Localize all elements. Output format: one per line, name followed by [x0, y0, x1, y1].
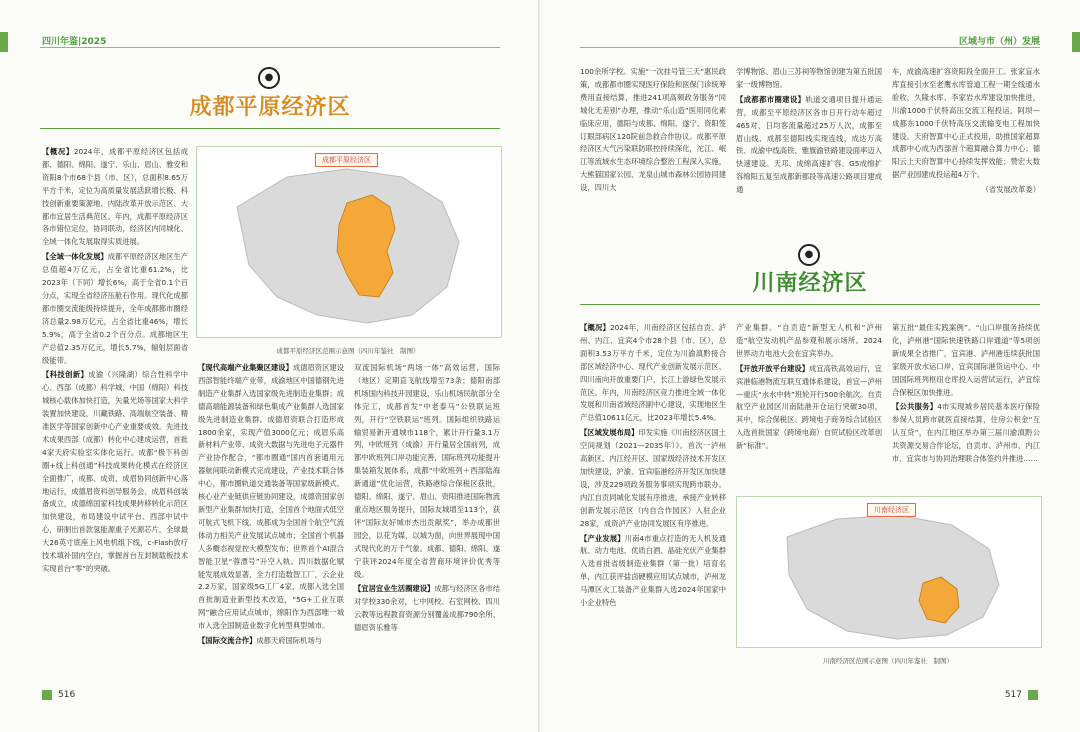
map-tag: 成都平原经济区 — [315, 153, 378, 167]
map-figure — [196, 146, 502, 338]
page-edge-tab — [1072, 32, 1080, 52]
text-column-2 — [736, 322, 882, 490]
map-tag: 川南经济区 — [867, 503, 916, 517]
text-column-top-1 — [580, 66, 726, 236]
text-column-top-3 — [892, 66, 1040, 246]
paragraph: 【科技创新】成渝（兴隆湖）综合性科学中心、西部（成都）科学城、中国（绵阳）科技城核心载体加快打造，矢量光场等国家大科学装置加快建设，川藏铁路、高端航空装备、精准医学等国家创新中心产业重要成效。先进技术成果西部（成都）转化中心建成运营，首批4家天府实验室实体化运行。成都“极下科创圈+线上科创通”科技成果转化模式在经济区全面推广，成都、成资、成眉协同创新中心落地运行，成德眉资科创导服务会、成眉科创装备成立，成德绵国家科技成果转移转化示范区加快建设，布局建设中试平台、西部中试中心，研制出首款氢能源重子光源芯片，全球最大26英寸底座上风电机组下线，c-Flash放疗技术填补国内空白，掌握首台互封制载板技术实现首台“零”的突破。 — [42, 370, 188, 573]
map-figure — [736, 496, 1042, 648]
paragraph: 【宜居宜业生活圈建设】成都与经济区各市结对学校330余对，七中网校、石室网校、四川云教等远程教育资源分别覆盖成都790余所、德眉资乐雅等 — [354, 584, 500, 633]
paragraph: 【区域发展布局】印发实施《川南经济区国土空间规划（2021—2035年）》。首次一泸州高新区、内江经开区、国家级经济技术开发区加快建设，沪渝、宜宾临港经济开发区加快建设，涉及229项政务服务事项实现跨市联办。内江自贡同城化发展有序推进，承接产业转移创新发展示范区（内自合作园区）入驻企业28家，成资泸产业协同发展区有序推进。 — [580, 428, 726, 528]
running-header-left: 四川年鉴|2025 — [42, 37, 107, 47]
paragraph: 【概况】2024年，成都平原经济区包括成都、德阳、绵阳、遂宁、乐山、眉山、雅安和资阳8个市68个县（市、区），总面积8.65万平方千米，定位为高质量发展活跃增长极、科技创新重要策源地、内陆改革开放示范区、大都市宜居生活典范区。年内，成都平原经济区各市错位定位，协同联动，经济区内同城化、全域一体化发展取得实质进展。 — [42, 147, 188, 247]
paragraph: 车，成渝高速扩容资阳段全面开工。张家盲水库直接引水至老鹰水库管道工程一期全线通水验收，久隆水库、李家岩水库建设加快推进，川渝1000千伏特高压交流工程投运，阿坝—成都东1000千伏特高压交流输变电工程加快建设。天府智算中心正式投用，助推国家超算成都中心成为西部首个超算融合算力中心；德阳云上天府智算中心持续发挥效能；赞宏大数据产业园建成投运超4万个。 — [892, 67, 1040, 180]
paragraph: 【公共服务】4市实现城乡居民基本医疗保险参保人员跨市就医直接结算，住房公积金“互认互贷”，在内江地区举办第三届川渝滇黔公共资源交易合作论坛，自贡市、泸州市、内江市、宜宾市与协同治理联合体签约并推进…… — [892, 402, 1040, 464]
header-rule — [580, 47, 1040, 48]
panda-icon: ● — [258, 67, 280, 89]
paragraph: 第五批“最佳实践案例”。“山口岸服务持续优化，泸州港“国际快速铁路口岸通道”等5项创新成果全省推广，宜宾港、泸州港连续获批国家级开放水运口岸，宜宾国际港货运中心、中国国际班列枢纽仓库投入运营试运行，泸宜综合保税区加快推进。 — [892, 323, 1040, 397]
paragraph: 【概况】2024年，川南经济区包括自贡、泸州、内江、宜宾4个市28个县（市、区），总面积3.53万平方千米，定位为川渝滇黔接合部区域经济中心、现代产业创新发展示范区、四川南向开放重要门户，长江上游绿色发展示范区。年内，川南经济区竞力推进全域一体化发展和川南省域经济副中心建设，实现地区生产总值10611亿元，比2023年增长5.4%。 — [580, 323, 726, 423]
map-illustration — [197, 147, 501, 337]
map-caption: 川南经济区范围示意图（四川年鉴社 制图） — [823, 657, 953, 665]
footer-mark — [1028, 690, 1038, 700]
section-title: 川南经济区 — [752, 270, 868, 296]
section-title-box — [580, 264, 1040, 305]
text-column-1 — [580, 322, 726, 686]
footer-mark — [42, 690, 52, 700]
right-page — [540, 0, 1080, 732]
paragraph: 【现代高端产业集聚区建设】成德眉资区建设西部智能终端产业带，成渝地区中国德钢先进制造产业集群入选国家级先进制造业集群；成德高端能源装备和绿色集成产业集群人选国家级先进制造业集群。成德眉资联合打造形成1800余家，实现产值3000亿元；成眉乐高新材料产业带、成资大数据与先进电子元器件产业协作配合，“都市圈通”国内首套通用元器航间联动新模式完成建设，产业技术联合体中心，都市圈轨道交通装备等国家级新模式、核心业产业链供应链协同建设，成德资国家创新型产业集群加快打造，全国首个地面式低空可航式飞机下线、成都成为全国首个航空气流体动力相关产业发展试点城市；全国首个机器人多概态视觉控大模型发布；世界首个AI混合智能卫星“蓉漂号”升空入轨。四川数据化赋能发展成效显著，全力打造数智工厂，云企业2.2万家，国家级5G工厂4家，成都入选全国首批制造业新型技术改造，“5G+工业互联网”融合应用试点城市，绵阳作为西部唯一城市入选全国制造业数字化转型典型城市。 — [198, 363, 344, 631]
text-column-2 — [198, 362, 344, 686]
running-header-right: 区域与市（州）发展 — [958, 37, 1040, 47]
paragraph: 双流国际机场“两场一体”高效运营，国际（地区）定期直飞航线增至73条；德阳南部机场国内科技开园建设，乐山机场民航部分全体完工，成都首发“中老泰马”公铁联运班列，开行“空铁联运”班列。国际组织铁路运输贸易新开通城市118个，累计开行量3.1万列，中欧班列（成渝）开行量居全国前列，成都中欧班列口岸功能完善，国际班列功能提升集装箱发展体系，成都“中欧班列＋西部陆海新通道”优化运营，铁路港综合保税区获批，德阳、绵阳、遂宁、眉山、资阳推进国际物流重点地区服务提升，国际友城增至113个，获评“国际友好城市杰出贡献奖”，举办成都世园会，以花为媒，以城为窗，向世界展现中国式现代化的万千气象。成都、德阳、绵阳、遂宁获评2024年度全省营商环境评价优秀等级。 — [354, 363, 500, 579]
section-title: 成都平原经济区 — [189, 94, 351, 120]
paragraph: 【国际交流合作】成都天府国际机场与 — [198, 636, 323, 646]
page-number: 516 — [58, 690, 76, 700]
paragraph: 【产业发展】川南4市重点打造的无人机及通航、动力电池、优质白酒、晶硅光伏产业集群入选首批省级制造业集群（第一批）培育名单，内江获评盐卤硬模应用试点城市，泸州龙马潭区火工装备产业集群入选2024年国家中小企业特色 — [580, 533, 726, 608]
panda-icon: ● — [798, 244, 820, 266]
text-column-3 — [892, 322, 1040, 490]
paragraph: 100余所学校。实施“一次挂号管三天”惠民政策，成都都市圈实现医疗保险和医保门诊统筹费用直接结算，推进241项高频政务服务“同城化无差别”办理，推动“乐山造”医用同化素临床应用，德阳与成都、绵阳、遂宁、资阳签订眼部病区120院前急救合作协议。成都平原经济区大气污染联防联控持续深化，沱江、岷江等流域水生态环境综合整治工程深入实施，大熊猫国家公园、龙泉山城市森林公园协同建设，四川大 — [580, 67, 726, 193]
map-caption: 成都平原经济区范围示意图（四川年鉴社 制图） — [276, 347, 420, 355]
map-illustration — [737, 497, 1041, 647]
paragraph: 学博物馆、眉山三苏祠等物馆创建为第五批国家一级博物馆。 — [736, 67, 882, 89]
text-column-top-2 — [736, 66, 882, 236]
page-edge-tab — [0, 32, 8, 52]
section-title-box — [40, 88, 500, 129]
paragraph: 【成都都市圈建设】轨道交通项目提升通运营，成都至平原经济区各市日开行动车超过465对，日均客流量超过25万人次，成都至眉山线、成都至德阳线实现连线，成达万高铁、成渝中线高铁、雅旗渝铁路建设面率迈入快速建设。天邛、成绵高速扩容、G5成绵扩容绵阳五复至成都新都段等高速公路项目建成通 — [736, 94, 882, 195]
text-column-3 — [354, 362, 500, 686]
page-number: 517 — [1004, 690, 1022, 700]
text-column-1 — [42, 146, 188, 686]
source-note: （省发展改革委） — [981, 185, 1040, 195]
header-rule — [40, 47, 500, 48]
paragraph: 【全域一体化发展】成都平原经济区地区生产总值超4万亿元，占全省比重61.2%，比2023年（下同）增长6%，高于全省0.1个百分点，实现全省经济压舱石作用。现代化成都都市圈交流能级持续提升，全年成都都市圈经济总量2.98万亿元，占全省比重46%，增长5.9%，高于全省0.2个百分点。成都地区生产总值2.35万亿元，增长5.7%，辐射层面省级能带。 — [42, 252, 188, 365]
paragraph: 【开放开放平台建设】成宜高铁高效运行，宜宾港临港物流互联互通体系建设，首宜—泸州—重庆“水水中转”班轮开行500余航次。自贡航空产业园区川南陆港开仓运行突破30项，其中，综合保税区、跨境电子商务综合试验区入选首批国家（跨境电商）自贸试验区改革创新“标准”。 — [736, 363, 882, 451]
paragraph: 产业集群。“自贡造”新型无人机和“泸州造”航空发动机产品参观和展示场所。2024世界动力电池大会在宜宾举办。 — [736, 323, 882, 358]
